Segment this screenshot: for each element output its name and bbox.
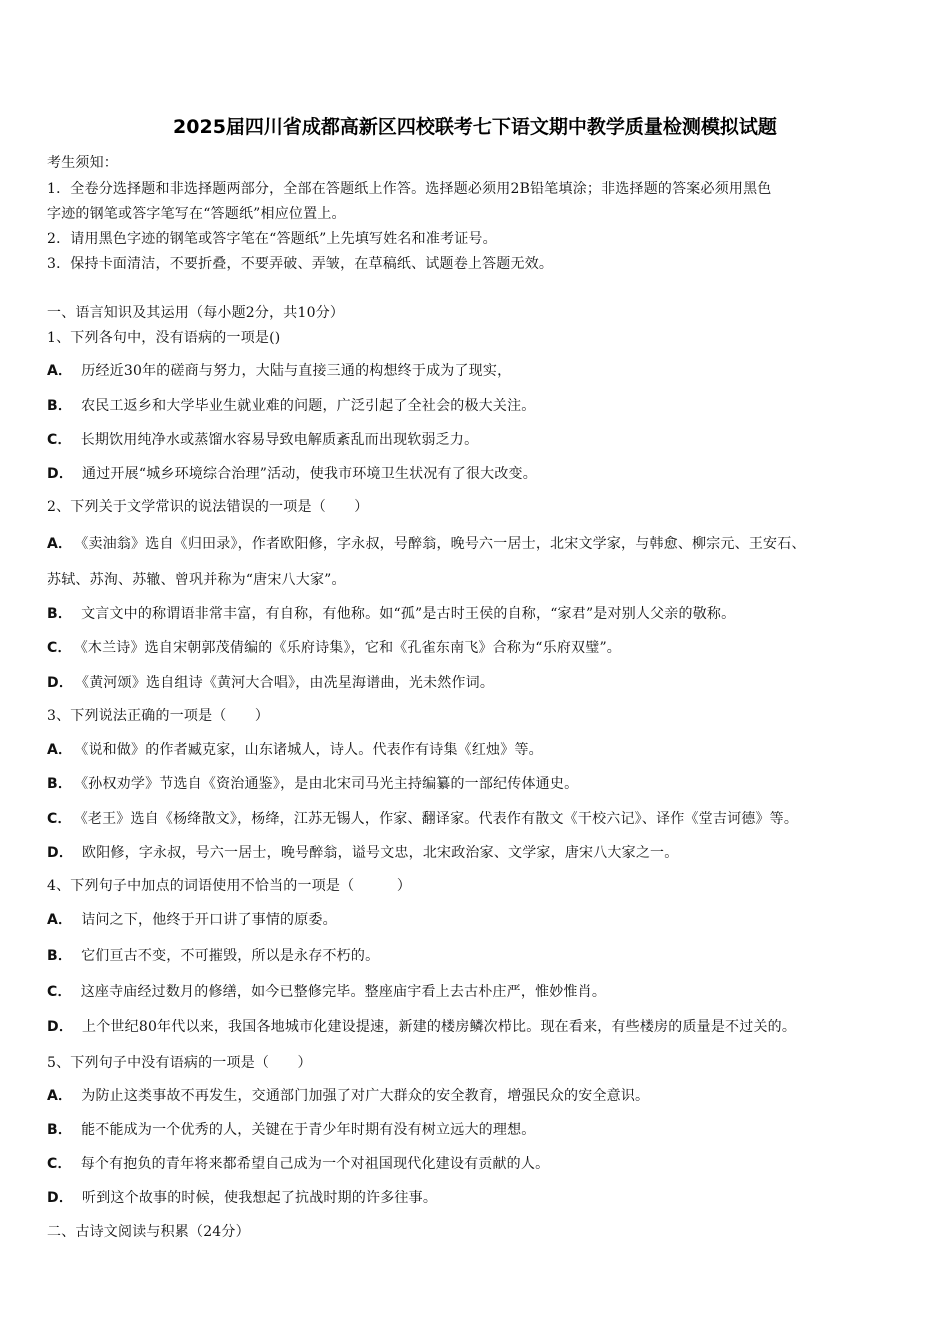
- answer-option: [47, 533, 806, 553]
- option-key: B．: [47, 948, 73, 964]
- option-text: 长期饮用纯净水或蒸馏水容易导致电解质紊乱而出现软弱乏力。: [80, 432, 479, 448]
- notice-item: 2．请用黑色字迹的钢笔或答字笔在“答题纸”上先填写姓名和准考证号。: [47, 231, 497, 247]
- notice-item: 字迹的钢笔或答字笔写在“答题纸”相应位置上。: [47, 206, 346, 222]
- option-key: B．: [47, 776, 73, 792]
- notice-heading: 考生须知：: [47, 155, 118, 171]
- answer-option-continued: [47, 569, 346, 589]
- option-key: A．: [47, 912, 73, 928]
- option-text: 苏轼、苏洵、苏辙、曾巩并称为“唐宋八大家”。: [47, 572, 346, 588]
- option-key: D．: [47, 1190, 74, 1206]
- option-text: 《黄河颂》选自组诗《黄河大合唱》，由冼星海谱曲，光未然作词。: [82, 675, 495, 691]
- answer-option: [47, 1153, 549, 1173]
- option-key: C．: [47, 640, 72, 656]
- question-stem: 4、下列句子中加点的词语使用不恰当的一项是（ ）: [47, 878, 412, 894]
- answer-option: [47, 945, 379, 965]
- option-key: B．: [47, 1122, 73, 1138]
- answer-option: [47, 603, 735, 623]
- answer-option: [47, 808, 798, 828]
- option-text: 《卖油翁》选自《归田录》，作者欧阳修，字永叔，号醉翁，晚号六一居士，北宋文学家，与韩愈、柳宗元、王安石、: [81, 536, 806, 552]
- question-stem: 5、下列句子中没有语病的一项是（ ）: [47, 1055, 312, 1071]
- answer-option: [47, 981, 606, 1001]
- answer-option: [47, 773, 578, 793]
- question-stem: 1、下列各句中，没有语病的一项是(): [47, 330, 281, 346]
- option-key: D．: [47, 466, 74, 482]
- answer-option: [47, 909, 337, 929]
- option-key: C．: [47, 1156, 72, 1172]
- answer-option: [47, 637, 621, 657]
- option-key: C．: [47, 811, 72, 827]
- option-text: 《孙权劝学》节选自《资治通鉴》，是由北宋司马光主持编纂的一部纪传体通史。: [81, 776, 579, 792]
- option-text: 《老王》选自《杨绛散文》，杨绛，江苏无锡人，作家、翻译家。代表作有散文《干校六记》、译作《堂吉诃德》等。: [80, 811, 799, 827]
- option-text: 《说和做》的作者臧克家，山东诸城人，诗人。代表作有诗集《红烛》等。: [81, 742, 543, 758]
- answer-option: [47, 1085, 649, 1105]
- option-key: B．: [47, 606, 73, 622]
- option-key: B．: [47, 398, 73, 414]
- answer-option: [47, 429, 478, 449]
- option-key: D．: [47, 1019, 74, 1035]
- option-text: 它们亘古不变，不可摧毁，所以是永存不朽的。: [81, 948, 380, 964]
- option-key: A．: [47, 742, 73, 758]
- section-heading: 一、语言知识及其运用（每小题2分，共10分）: [47, 305, 345, 321]
- option-key: A．: [47, 363, 73, 379]
- answer-option: [47, 1016, 796, 1036]
- option-text: 为防止这类事故不再发生，交通部门加强了对广大群众的安全教育，增强民众的安全意识。: [81, 1088, 650, 1104]
- option-text: 农民工返乡和大学毕业生就业难的问题，广泛引起了全社会的极大关注。: [81, 398, 536, 414]
- answer-option: [47, 395, 535, 415]
- option-text: 《木兰诗》选自宋朝郭茂倩编的《乐府诗集》，它和《孔雀东南飞》合称为“乐府双璧”。: [80, 640, 621, 656]
- option-text: 能不能成为一个优秀的人，关键在于青少年时期有没有树立远大的理想。: [81, 1122, 536, 1138]
- question-stem: 2、下列关于文学常识的说法错误的一项是（ ）: [47, 499, 369, 515]
- section-heading: 二、古诗文阅读与积累（24分）: [47, 1224, 250, 1240]
- option-key: D．: [47, 845, 74, 861]
- option-text: 上个世纪80年代以来，我国各地城市化建设提速，新建的楼房鳞次栉比。现在看来，有些楼房的质量是不过关的。: [82, 1019, 797, 1035]
- answer-option: [47, 1119, 535, 1139]
- option-text: 听到这个故事的时候，使我想起了抗战时期的许多往事。: [82, 1190, 438, 1206]
- option-key: C．: [47, 984, 72, 1000]
- answer-option: [47, 672, 494, 692]
- answer-option: [47, 739, 543, 759]
- option-text: 诘问之下，他终于开口讲了事情的原委。: [81, 912, 337, 928]
- option-key: A．: [47, 1088, 73, 1104]
- answer-option: [47, 842, 678, 862]
- option-text: 文言文中的称谓语非常丰富，有自称，有他称。如“孤”是古时王侯的自称，“家君”是对别人父亲的敬称。: [81, 606, 736, 622]
- option-text: 欧阳修，字永叔，号六一居士，晚号醉翁，谥号文忠，北宋政治家、文学家，唐宋八大家之一。: [82, 845, 679, 861]
- notice-item: 3．保持卡面清洁，不要折叠，不要弄破、弄皱，在草稿纸、试题卷上答题无效。: [47, 256, 554, 272]
- notice-item: 1．全卷分选择题和非选择题两部分，全部在答题纸上作答。选择题必须用2B铅笔填涂；非选择题的答案必须用黑色: [47, 181, 772, 197]
- answer-option: [47, 463, 537, 483]
- option-text: 历经近30年的磋商与努力，大陆与直接三通的构想终于成为了现实，: [81, 363, 512, 379]
- answer-option: [47, 360, 511, 380]
- option-text: 每个有抱负的青年将来都希望自己成为一个对祖国现代化建设有贡献的人。: [80, 1156, 550, 1172]
- question-stem: 3、下列说法正确的一项是（ ）: [47, 708, 270, 724]
- answer-option: [47, 1187, 437, 1207]
- option-key: C．: [47, 432, 72, 448]
- option-text: 这座寺庙经过数月的修缮，如今已整修完毕。整座庙宇看上去古朴庄严，惟妙惟肖。: [80, 984, 607, 1000]
- exam-title: 2025届四川省成都高新区四校联考七下语文期中教学质量检测模拟试题: [173, 116, 777, 138]
- option-key: A．: [47, 536, 73, 552]
- option-key: D．: [47, 675, 74, 691]
- option-text: 通过开展“城乡环境综合治理”活动，使我市环境卫生状况有了很大改变。: [82, 466, 537, 482]
